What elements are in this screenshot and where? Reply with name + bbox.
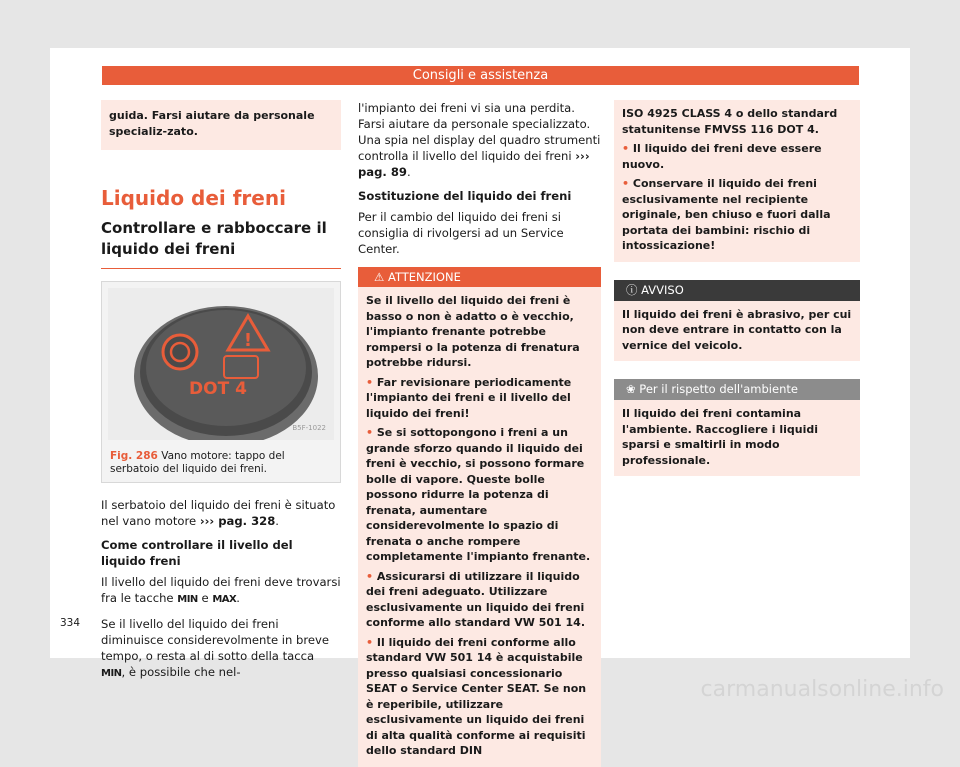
- brake-fluid-cap-illustration: [108, 288, 334, 440]
- watermark: carmanualsonline.info: [700, 677, 944, 702]
- chapter-heading: Liquido dei freni: [101, 186, 286, 210]
- notice-body: Il liquido dei freni è abrasivo, per cui non deve entrare in contatto con la vernice del veicolo.: [614, 301, 860, 362]
- warning-title: ATTENZIONE: [387, 270, 461, 284]
- warning-header: [358, 267, 601, 287]
- section-heading: Controllare e rabboccare il liquido dei freni: [101, 218, 341, 269]
- cap-label: DOT 4: [189, 379, 247, 399]
- figure-caption: [102, 446, 340, 482]
- warning-box: [358, 267, 601, 767]
- paragraph: Il serbatoio del liquido dei freni è situato nel vano motore ››› pag. 328.: [101, 498, 336, 528]
- subheading: Sostituzione del liquido dei freni: [358, 189, 572, 203]
- list-item: • Se si sottopongono i freni a un grande sforzo quando il liquido dei freni è vecchio, si possono formare bolle di vapore. Queste bolle possono ridurre la potenza di frenata, aumentare considerevolmente lo spazio di frenata o anche rompere completamente l'impianto frenante.: [366, 426, 591, 563]
- bullet-icon: •: [366, 569, 374, 583]
- environment-header: [614, 379, 860, 400]
- page-reference-link[interactable]: ››› pag. 89: [358, 149, 590, 179]
- paragraph: Per il cambio del liquido dei freni si consiglia di rivolgersi ad un Service Center.: [358, 210, 564, 256]
- continued-text: ISO 4925 CLASS 4 o dello standard statunitense FMVSS 116 DOT 4.: [622, 107, 838, 136]
- figure-number: Fig. 286: [110, 450, 158, 462]
- figure: [101, 281, 341, 483]
- figure-code: B5F-1022: [292, 424, 326, 432]
- environment-box: [614, 379, 860, 476]
- list-item: • Il liquido dei freni conforme allo standard VW 501 14 è acquistabile presso qualsiasi concessionario SEAT o Service Center SEAT. Se non è reperibile, utilizzare esclusivamente un liquido dei freni di alta qualità conforme ai requisiti dello standard DIN: [366, 635, 587, 757]
- column-3: [614, 100, 860, 476]
- continued-text-box: guida. Farsi aiutare da personale specializ-zato.: [101, 100, 341, 150]
- subheading: Come controllare il livello del liquido freni: [101, 538, 293, 568]
- paragraph: l'impianto dei freni vi sia una perdita. Farsi aiutare da personale specializzato. Una spia nel display del quadro strumenti controlla il livello del liquido dei freni ››› pag. 89.: [358, 101, 601, 179]
- max-mark: MAX: [212, 594, 237, 605]
- bullet-icon: •: [622, 177, 630, 190]
- figure-caption-text: Vano motore: tappo del serbatoio del liquido dei freni.: [110, 450, 285, 475]
- warning-intro: Se il livello del liquido dei freni è basso o non è adatto o è vecchio, l'impianto frenante potrebbe rompersi o la potenza di frenatura potrebbe ridursi.: [366, 294, 580, 369]
- notice-box: [614, 280, 860, 362]
- warning-icon: ⚠: [374, 270, 385, 284]
- column-1: [101, 100, 341, 690]
- notice-title: AVVISO: [641, 282, 684, 297]
- bullet-icon: •: [366, 375, 374, 389]
- paragraph: Il livello del liquido dei freni deve trovarsi fra le tacche MIN e MAX.: [101, 575, 341, 605]
- svg-text:!: !: [243, 330, 253, 351]
- page-number: 334: [60, 617, 81, 629]
- list-item: • Assicurarsi di utilizzare il liquido dei freni adeguato. Utilizzare esclusivamente un liquido dei freni conforme allo standard VW 501 14.: [366, 569, 586, 629]
- leaf-icon: ❀: [626, 382, 636, 396]
- bullet-icon: •: [366, 426, 374, 439]
- info-icon: ⓘ: [626, 282, 638, 297]
- section-header: Consigli e assistenza: [102, 66, 859, 85]
- environment-body: Il liquido dei freni contamina l'ambiente. Raccogliere i liquidi sparsi e smaltirli in modo professionale.: [614, 400, 860, 476]
- warning-continued-box: [614, 100, 860, 262]
- notice-header: [614, 280, 860, 301]
- list-item: • Far revisionare periodicamente l'impianto dei freni e il livello del liquido dei freni!: [366, 375, 572, 420]
- figure-image: [108, 288, 334, 440]
- environment-title: Per il rispetto dell'ambiente: [639, 382, 798, 396]
- warning-body: [358, 287, 601, 767]
- list-item: • Conservare il liquido dei freni esclusivamente nel recipiente originale, ben chiuso e fuori dalla portata dei bambini: rischio di intossicazione!: [622, 177, 831, 252]
- page-reference-link[interactable]: ››› pag. 328: [199, 514, 276, 528]
- bullet-icon: •: [366, 635, 374, 649]
- paragraph: Se il livello del liquido dei freni diminuisce considerevolmente in breve tempo, o resta al di sotto della tacca MIN, è possibile che nel-: [101, 617, 330, 679]
- bullet-icon: •: [622, 142, 630, 155]
- column-2: [358, 100, 601, 767]
- min-mark: MIN: [101, 668, 122, 679]
- list-item: • Il liquido dei freni deve essere nuovo.: [622, 142, 822, 171]
- min-mark: MIN: [177, 594, 198, 605]
